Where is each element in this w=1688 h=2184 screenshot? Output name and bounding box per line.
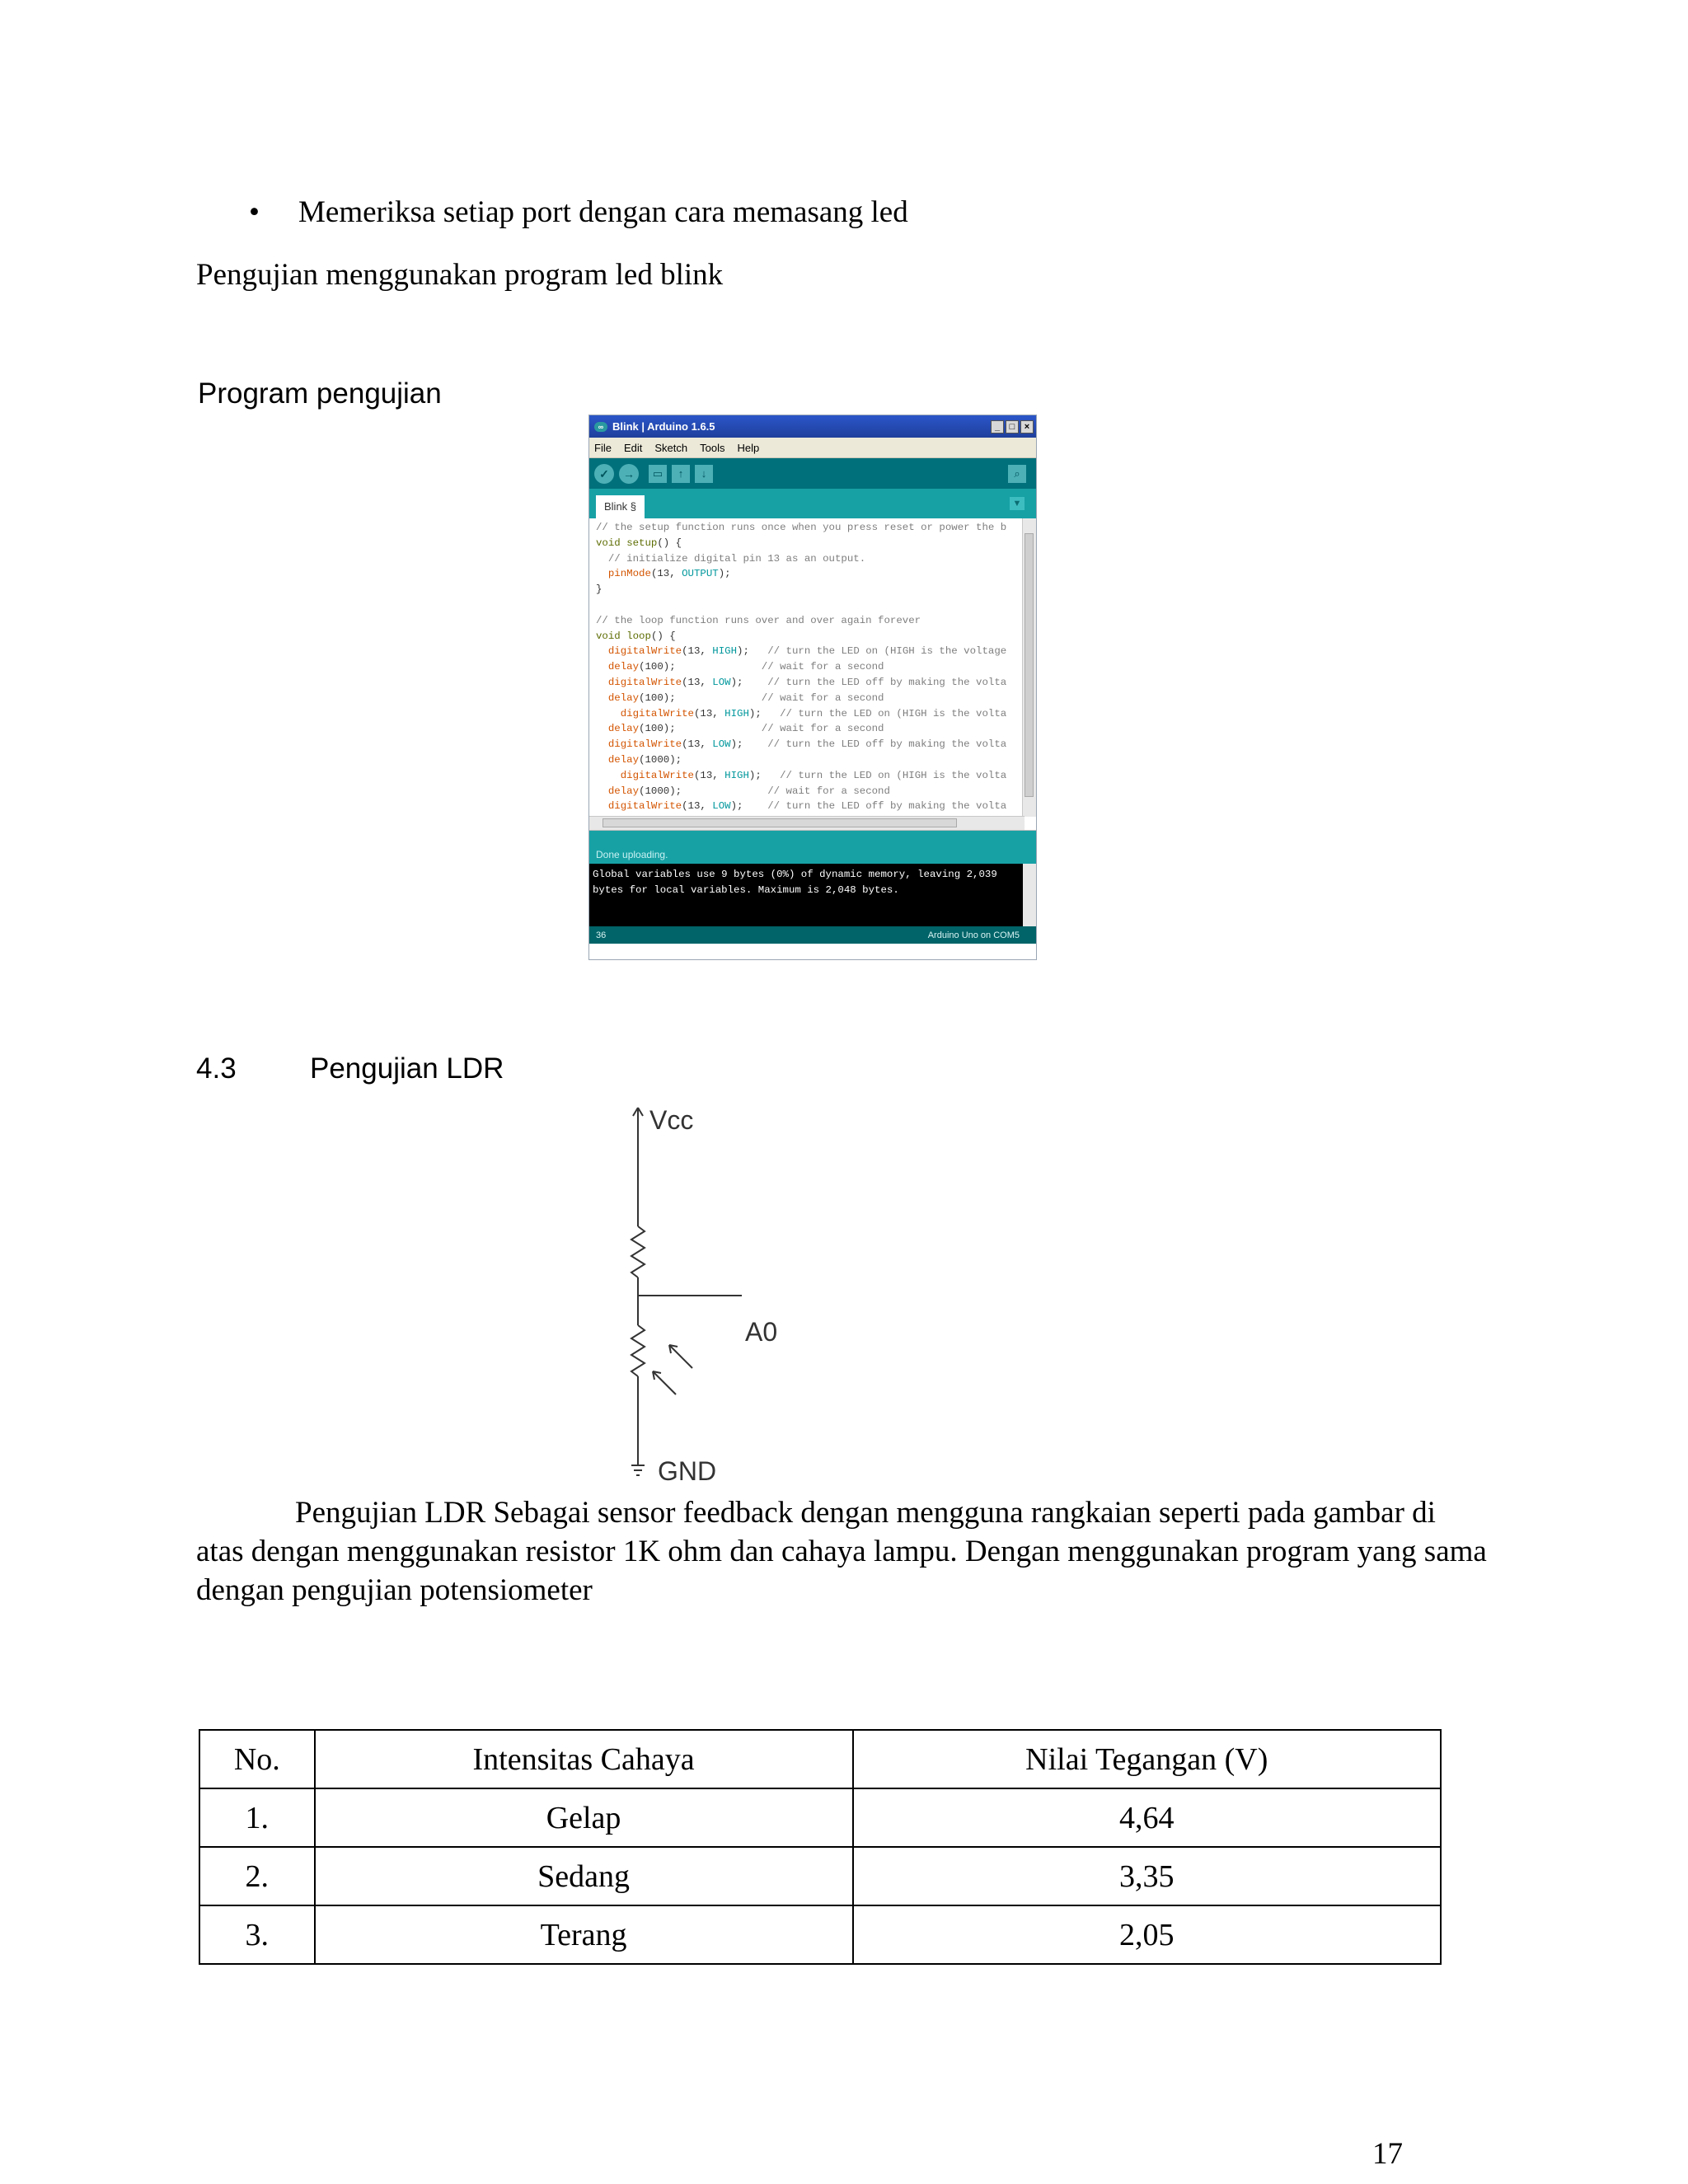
cell-voltage: 4,64 [853,1788,1441,1847]
code-line [596,598,1006,613]
code-line: } [596,583,603,596]
code-line: digitalWrite(13, HIGH); // turn the LED on (HIGH is the volta [620,769,1007,781]
footer-board: Arduino Uno on COM5 [927,930,1020,940]
close-icon: × [1020,420,1034,434]
code-line: delay(100); // wait for a second [607,723,884,735]
cell-no: 2. [199,1847,315,1905]
console-scrollbar [1023,864,1036,926]
code-line: digitalWrite(13, LOW); // turn the LED off by making the volta [607,676,1007,688]
bullet-marker: • [249,195,260,229]
paragraph-ldr: Pengujian LDR Sebagai sensor feedback dengan mengguna rangkaian seperti pada gambar di atas dengan menggunakan resistor 1K ohm dan cahaya lampu. Dengan menggunakan program yang sama dengan pengujian potensiometer [196,1496,1487,1607]
code-line: digitalWrite(13, HIGH); // turn the LED on (HIGH is the volta [620,707,1007,719]
menu-tools: Tools [700,441,725,454]
gnd-label: GND [658,1456,717,1486]
chevron-down-icon: ▼ [1010,497,1025,510]
serial-monitor-icon: ⌕ [1008,465,1026,483]
vcc-label: Vcc [649,1105,694,1135]
light-arrow-2 [669,1345,692,1368]
page-number: 17 [1372,2137,1403,2171]
ide-tabbar [589,489,1036,518]
cell-voltage: 2,05 [853,1905,1441,1964]
paragraph-intro: Pengujian menggunakan program led blink [196,258,724,292]
table-row [199,1905,1441,1964]
cell-no: 1. [199,1788,315,1847]
code-line: void loop() { [596,630,676,642]
section-heading [196,1052,504,1085]
arduino-ide-screenshot [588,415,1037,960]
cell-intensity: Sedang [315,1847,853,1905]
footer-line-number: 36 [596,930,607,940]
code-line: delay(1000); [607,753,682,766]
code-line: pinMode(13, OUTPUT); [607,568,731,580]
ide-menubar [589,438,1036,458]
maximize-icon: □ [1006,420,1019,434]
new-file-icon: ▭ [649,465,667,483]
cell-no: 3. [199,1905,315,1964]
header-voltage: Nilai Tegangan (V) [853,1730,1441,1788]
ide-titlebar [589,415,1036,438]
verify-icon: ✓ [594,464,614,484]
code-line: // the loop function runs over and over again forever [596,614,921,626]
arduino-logo-icon: ∞ [594,422,607,432]
open-icon: ↑ [672,465,690,483]
editor-horizontal-scrollbar [589,816,1025,830]
cell-voltage: 3,35 [853,1847,1441,1905]
cell-intensity: Gelap [315,1788,853,1847]
code-line: delay(100); // wait for a second [607,661,884,673]
code-line: digitalWrite(13, LOW); // turn the LED off by making the volta [607,800,1007,813]
header-no: No. [199,1730,315,1788]
section-title: Pengujian LDR [310,1052,504,1085]
code-line: digitalWrite(13, LOW); // turn the LED off by making the volta [607,738,1007,751]
cell-intensity: Terang [315,1905,853,1964]
bullet-text: Memeriksa setiap port dengan cara memasang led [298,195,908,229]
bullet-item [249,194,908,230]
editor-vertical-scrollbar [1022,518,1036,817]
code-line: delay(100); // wait for a second [607,691,884,704]
table-row [199,1788,1441,1847]
ide-title: Blink | Arduino 1.6.5 [612,420,715,433]
code-line: // the setup function runs once when you press reset or power the b [596,522,1007,533]
ide-status-bar: Done uploading. [589,831,1036,864]
header-intensity: Intensitas Cahaya [315,1730,853,1788]
light-arrow-1 [653,1371,676,1394]
save-icon: ↓ [695,465,713,483]
code-line: digitalWrite(13, HIGH); // turn the LED on (HIGH is the voltage [607,645,1007,658]
menu-edit: Edit [623,441,643,454]
upload-icon: → [619,464,639,484]
code-line: delay(1000); // wait for a second [607,785,890,797]
table-row [199,1847,1441,1905]
code-line: void setup() { [596,537,682,549]
ide-console [589,864,1036,926]
code-text [596,520,1006,814]
program-label: Program pengujian [198,377,442,410]
menu-sketch: Sketch [654,441,688,454]
resistor-symbol [631,1226,645,1277]
menu-file: File [594,441,612,454]
sketch-tab: Blink § [596,495,645,518]
ide-toolbar [589,458,1036,489]
console-line: Global variables use 9 bytes (0%) of dynamic memory, leaving 2,039 [593,869,997,880]
ldr-results-table [199,1729,1442,1965]
ide-footer [589,926,1036,944]
ldr-resistor-symbol [631,1325,645,1376]
code-editor [589,518,1036,831]
table-header-row [199,1730,1441,1788]
console-line: bytes for local variables. Maximum is 2,048 bytes. [593,884,899,896]
a0-label: A0 [745,1317,778,1347]
ldr-circuit-diagram [577,1104,791,1492]
section-number: 4.3 [196,1052,237,1085]
code-line: // initialize digital pin 13 as an output. [607,552,866,565]
minimize-icon: _ [991,420,1004,434]
menu-help: Help [737,441,760,454]
